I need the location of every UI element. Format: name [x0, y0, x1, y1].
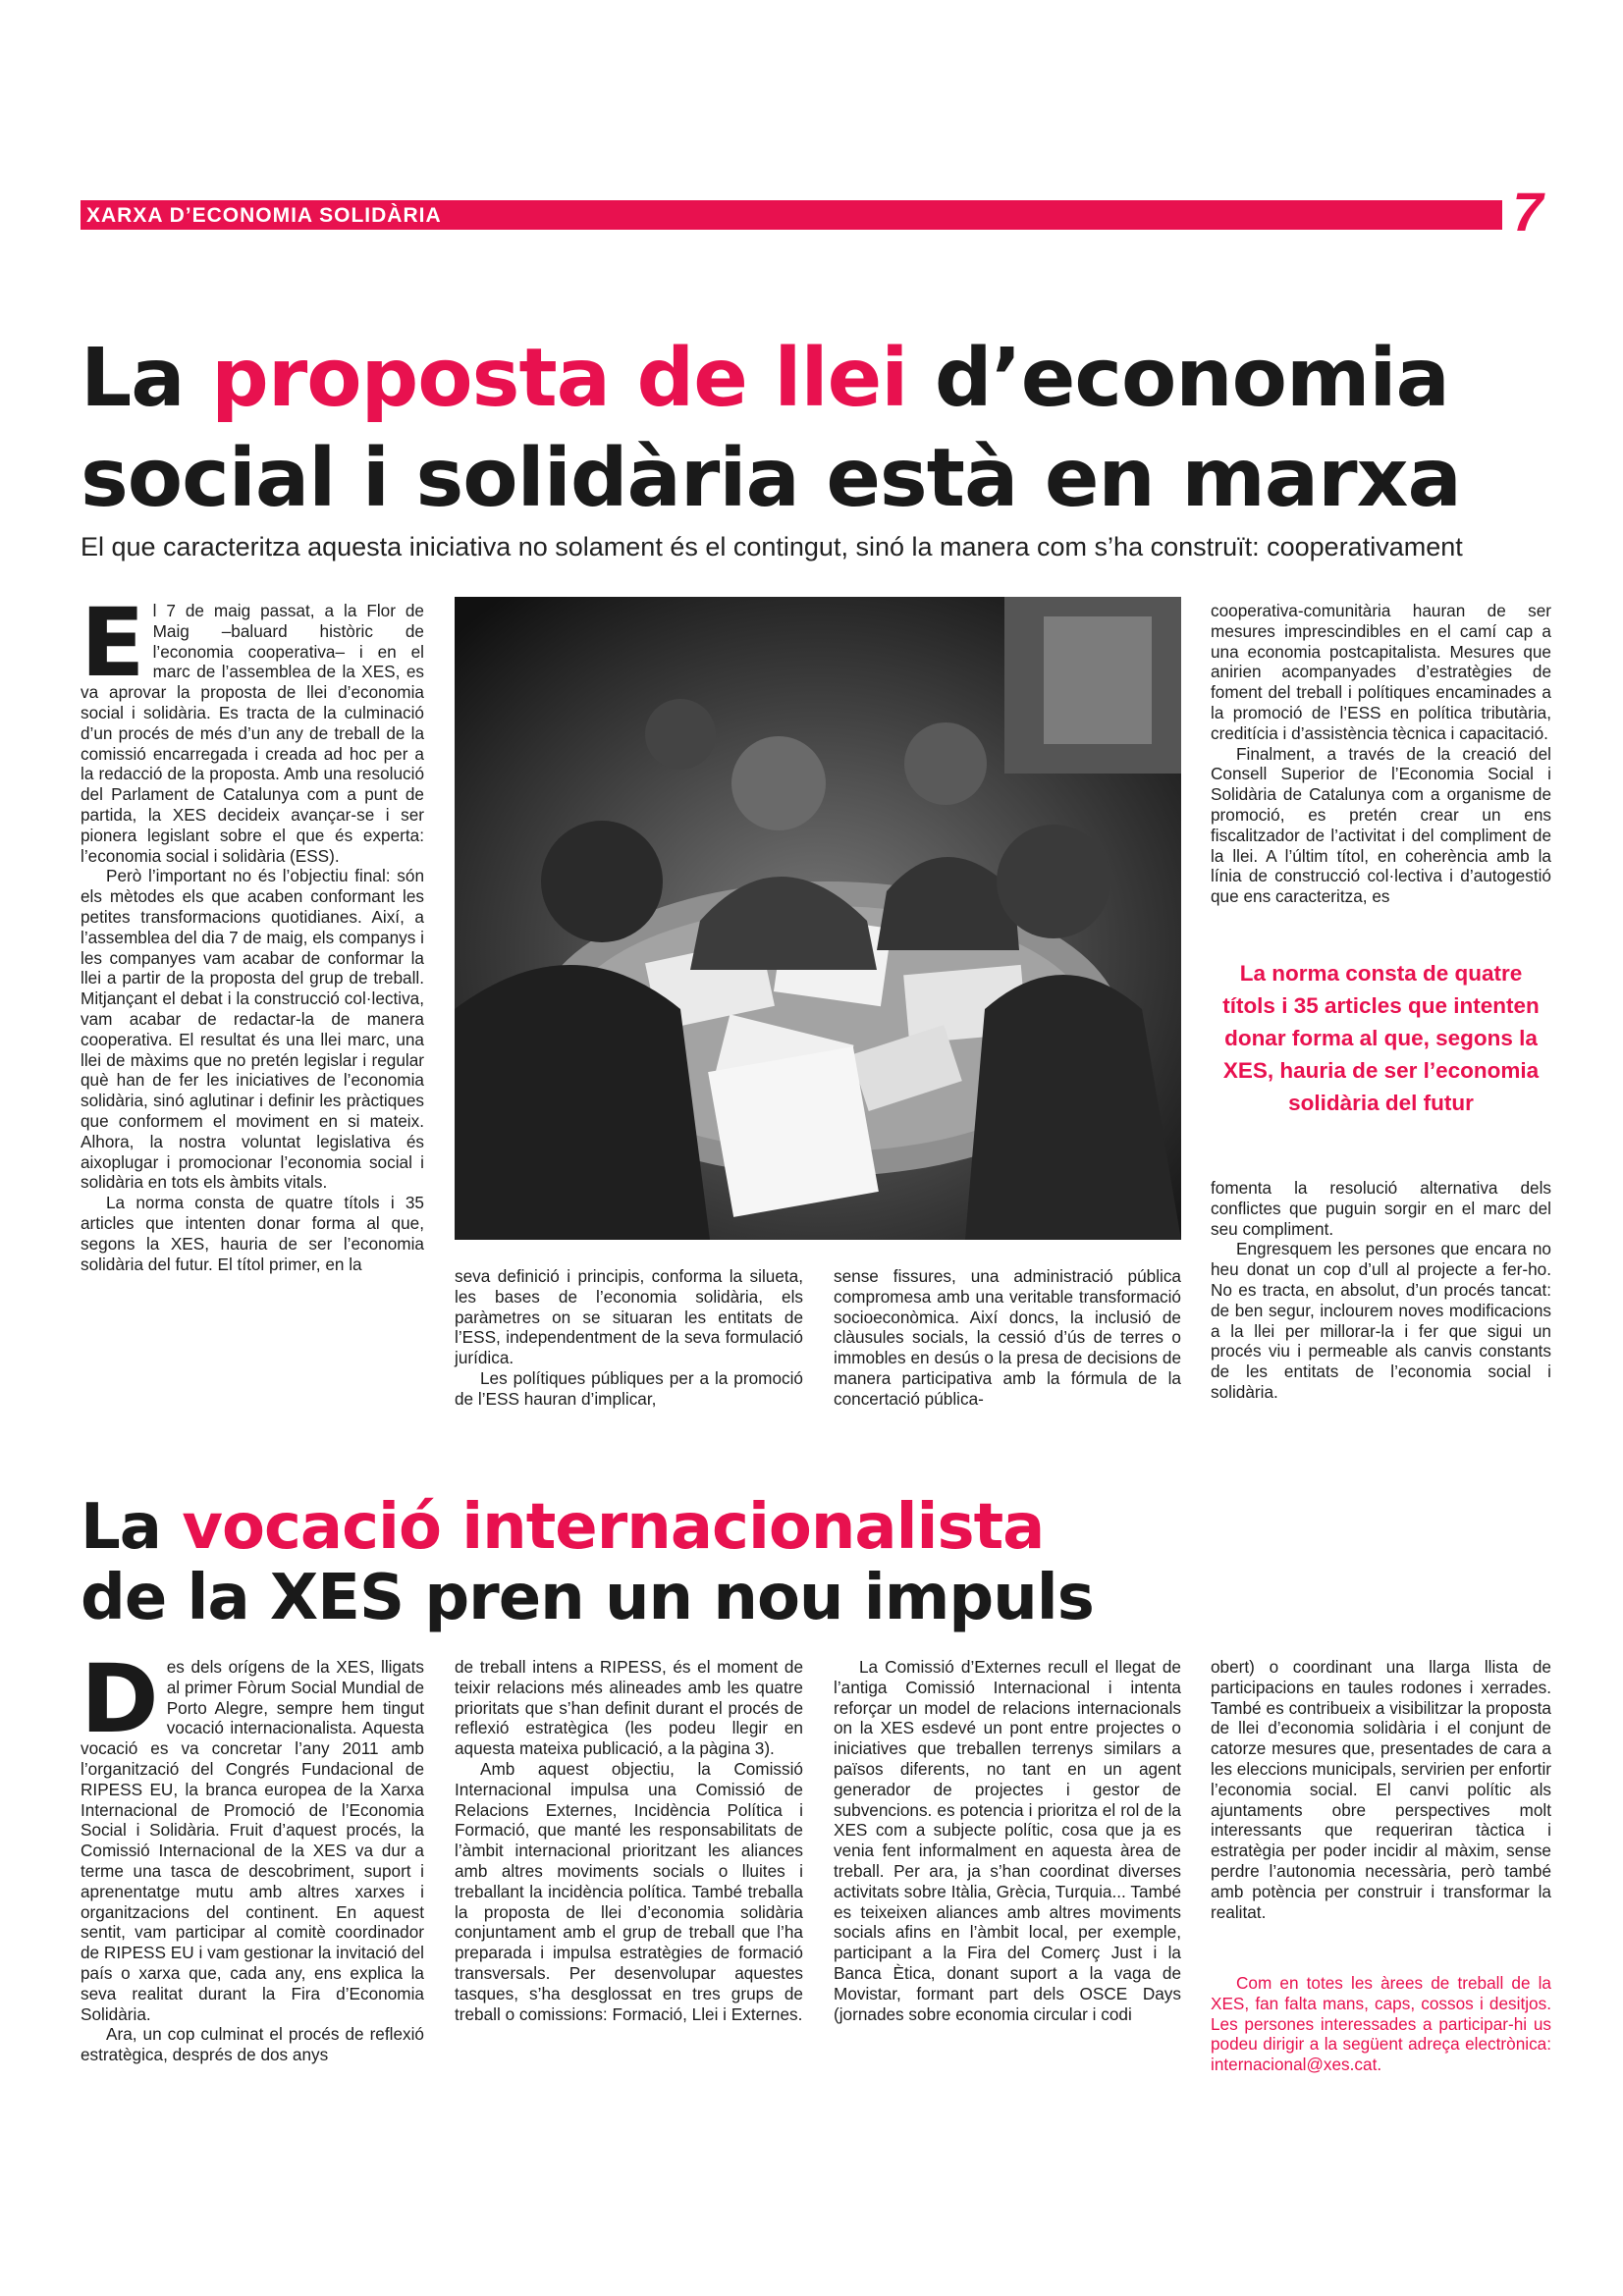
article1-column-4-bottom: [1211, 1178, 1551, 1403]
paragraph: Engresquem les persones que encara no heu donat un cop d’ull al projecte a fer-ho. No es tracta, en absolut, d’un procés tancat: de ben segur, inclourem noves modificacions a la llei per millorar-la i fer que sigui un procés viu i permeable als canvis constants de les entitats de l’economia social i solidària.: [1211, 1239, 1551, 1402]
paragraph: cooperativa-comunitària hauran de ser mesures imprescindibles en el camí cap a una economia postcapitalista. Mesures que anirien acompanyades d’estratègies de foment del treball i polítiques encaminades a la promoció de l’ESS en política tributària, creditícia i d’assistència tècnica i capacitació.: [1211, 601, 1551, 743]
paragraph: de treball intens a RIPESS, és el moment de teixir relacions més alineades amb les quatre prioritats que s’han definit durant el procés de reflexió estratègica (les podeu llegir en aquesta mateixa publicació, a la pàgina 3).: [455, 1657, 803, 1759]
paragraph: Les polítiques públiques per a la promoció de l’ESS hauran d’implicar,: [455, 1367, 803, 1409]
page-number: 7: [1502, 187, 1553, 238]
article1-column-2: [455, 1266, 803, 1410]
contact-note: [1211, 1973, 1551, 2075]
paragraph: es dels orígens de la XES, lligats al primer Fòrum Social Mundial de Porto Alegre, sempre hem tingut vocació internacionalista. Aquesta vocació es va concretar l’any 2011 amb l’organització del Congrés Fundacional de RIPESS EU, la branca europea de la Xarxa Internacional de Promoció de l’Economia Social i Solidària. Fruit d’aquest procés, la Comissió Internacional de la XES va dur a terme una tasca de descobriment, suport i aprenentatge mutu amb altres xarxes i organitzacions del continent. En aquest sentit, vam participar al comitè coordinador de RIPESS EU i vam gestionar la invitació del país o xarxa que, cada any, ens explica la seva realitat durant la Fira d’Economia Solidària.: [81, 1657, 424, 2024]
paragraph: Finalment, a través de la creació del Consell Superior de l’Economia Social i Solidària de Catalunya com a organisme de promoció, es pretén crear un ens fiscalitzador de l’activitat i del compliment de la llei. A l’últim títol, en coherència amb la línia de construcció col·lectiva i d’autogestió que ens caracteritza, es: [1211, 743, 1551, 907]
paragraph: fomenta la resolució alternativa dels conflictes que puguin sorgir en el marc del seu compliment.: [1211, 1178, 1551, 1239]
meeting-photo: [455, 597, 1181, 1240]
article1-title-line1: [81, 334, 1449, 424]
contact-note-text: Com en totes les àrees de treball de la XES, fan falta mans, caps, cossos i desitjos. Les persones interessades a participar-hi us podeu dirigir a la següent adreça electrònica: internacional@xes.cat.: [1211, 1973, 1551, 2075]
article2-column-4: [1211, 1657, 1551, 1922]
article2-column-3: [834, 1657, 1181, 2024]
title-highlight: vocació internacionalista: [182, 1491, 1045, 1564]
title-post: d’economia: [907, 332, 1449, 425]
paragraph: sense fissures, una administració pública compromesa amb una veritable transformació socioeconòmica. Així doncs, la inclusió de clàusules socials, la cessió d’ús de terres o immobles en desús o la presa de decisions de manera participativa amb la fórmula de la concertació pública-: [834, 1266, 1181, 1409]
article1-subtitle: El que caracteritza aquesta iniciativa no solament és el contingut, sinó la manera com s’ha construït: cooperativament: [81, 532, 1463, 561]
paragraph: seva definició i principis, conforma la silueta, les bases de l’economia solidària, els paràmetres on se situaran les entitats de l’ESS, independentment de la seva formulació jurídica.: [455, 1266, 803, 1368]
dropcap: D: [81, 1644, 159, 1754]
paragraph: l 7 de maig passat, a la Flor de Maig –baluard històric de l’economia cooperativa– i en el marc de l’assemblea de la XES, es va aprovar la proposta de llei d’economia social i solidària. Es tracta de la culminació d’un procés de més d’un any de treball de la comissió encarregada i creada ad hoc per a la redacció de la proposta. Amb una resolució del Parlament de Catalunya com a punt de partida, la XES decideix avançar-se i ser pionera legislant sobre el que és experta: l’economia social i solidària (ESS).: [81, 601, 424, 866]
article1-column-3: [834, 1266, 1181, 1410]
article2-column-1: [81, 1644, 424, 2065]
paragraph: La norma consta de quatre títols i 35 articles que intenten donar forma al que, segons la XES, hauria de ser l’economia solidària del futur. El títol primer, en la: [81, 1193, 424, 1274]
article2-title-line1: [81, 1492, 1044, 1563]
section-label: XARXA D’ECONOMIA SOLIDÀRIA: [86, 204, 442, 227]
paragraph: La Comissió d’Externes recull el llegat de l’antiga Comissió Internacional i intenta reforçar un model de relacions internacionals on la XES esdevé un pont entre projectes o iniciatives que treballen terrenys similars a països diferents, no tant en un agent generador de projectes i gestor de subvencions. es potencia i prioritza el rol de la XES com a subjecte polític, cosa que ja es venia fent informalment en aquesta àrea de treball. Per ara, ja s’han coordinat diverses activitats sobre Itàlia, Grècia, Turquia... També es teixeixen aliances amb altres moviments socials afins en l’àmbit local, per exemple, participant a la Fira del Comerç Just i la Banca Ètica, donant suport a la vaga de Movistar, formant part dels OSCE Days (jornades sobre economia circular i codi: [834, 1657, 1181, 2024]
title-pre: La: [81, 332, 212, 425]
paragraph: Amb aquest objectiu, la Comissió Internacional impulsa una Comissió de Relacions Externes, Incidència Política i Formació, que manté les responsabilitats de l’àmbit internacional prioritzant les aliances amb altres moviments socials o lluites i treballant la incidència política. També treballa la proposta de llei d’economia solidària conjuntament amb el grup de treball que l’ha preparada i impulsa estratègies de formació transversals. Per desenvolupar aquestes tasques, s’ha desglossat en tres grups de treball o comissions: Formació, Llei i Externes.: [455, 1758, 803, 2024]
article1-title-line2: social i solidària està en marxa: [81, 432, 1461, 525]
dropcap: E: [81, 588, 145, 698]
title-highlight: proposta de llei: [211, 332, 908, 425]
title-pre: La: [81, 1491, 183, 1564]
paragraph: Però l’important no és l’objectiu final: són els mètodes els que acaben conformant les petites transformacions quotidianes. Així, a l’assemblea del dia 7 de maig, els companys i les companyes vam acabar de conformar la llei a partir de la proposta del grup de treball. Mitjançant el debat i la construcció col·lectiva, vam acabar de redactar-la de manera cooperativa. El resultat és una llei marc, una llei de màxims que no pretén legislar i regular què han de fer les iniciatives de l’economia solidària, sinó aglutinar i definir les pràctiques que conformem el moviment en si mateix. Alhora, la nostra voluntat legislativa és aixoplugar i promocionar l’economia social i solidària en tots els àmbits vitals.: [81, 866, 424, 1193]
article1-column-1: [81, 588, 424, 1274]
article2-column-2: [455, 1657, 803, 2024]
pull-quote: La norma consta de quatre títols i 35 articles que intenten donar forma al que, segons la XES, hauria de ser l’economia solidària del futur: [1222, 961, 1540, 1115]
paragraph: Ara, un cop culminat el procés de reflexió estratègica, després de dos anys: [81, 2024, 424, 2065]
article2-title-line2: de la XES pren un nou impuls: [81, 1562, 1094, 1634]
article1-column-4-top: [1211, 601, 1551, 907]
paragraph: obert) o coordinant una llarga llista de participacions en taules rodones i xerrades. També es contribueix a visibilitzar la proposta de llei d’economia solidària i el conjunt de catorze mesures que, presentades de cara a les eleccions municipals, servirien per enfortir l’economia social. El canvi polític als ajuntaments obre perspectives molt interessants que requeriran tàctica i estratègia per poder incidir al màxim, sense perdre l’autonomia necessària, però també amb potència per construir i transformar la realitat.: [1211, 1657, 1551, 1922]
